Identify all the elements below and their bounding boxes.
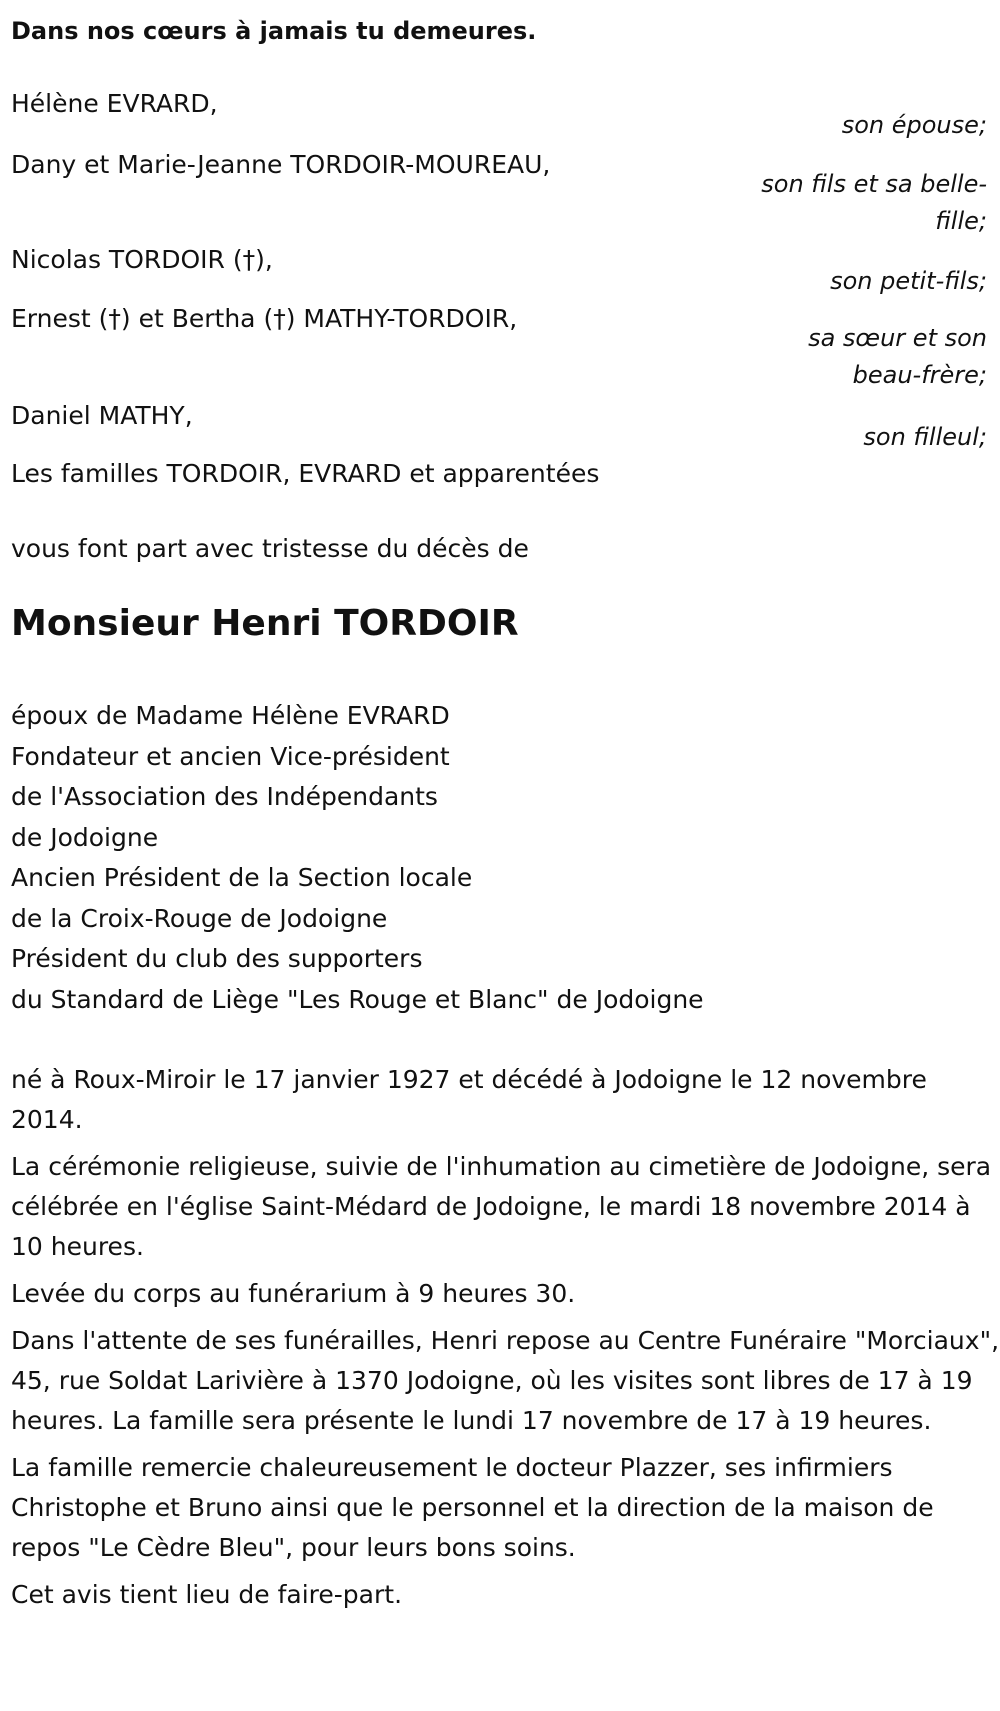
family-member-name: Les familles TORDOIR, EVRARD et apparentées xyxy=(11,459,600,488)
title-line: Fondateur et ancien Vice-président xyxy=(11,741,450,771)
family-member xyxy=(11,301,991,394)
family-member-relation: sa sœur et son beau-frère; xyxy=(808,324,987,389)
family-member-name: Hélène EVRARD, xyxy=(11,89,218,118)
ceremony-paragraph: La cérémonie religieuse, suivie de l'inhumation au cimetière de Jodoigne, sera célébrée en l'église Saint-Médard de Jodoigne, le mardi 18 novembre 2014 à 10 heures. xyxy=(11,1152,992,1261)
family-member-relation: son petit-fils; xyxy=(830,267,987,295)
birth-death-paragraph: né à Roux-Miroir le 17 janvier 1927 et décédé à Jodoigne le 12 novembre 2014. xyxy=(11,1065,927,1134)
title-line: Président du club des supporters xyxy=(11,944,423,973)
family-member-name: Nicolas TORDOIR (†), xyxy=(11,245,273,274)
family-member-relation: son épouse; xyxy=(841,111,987,139)
title-line: de la Croix-Rouge de Jodoigne xyxy=(11,903,388,933)
family-member xyxy=(11,398,991,458)
title-line: Ancien Président de la Section locale xyxy=(11,863,473,892)
deceased-name: Monsieur Henri TORDOIR xyxy=(11,603,519,644)
family-member xyxy=(11,456,991,492)
family-member xyxy=(11,147,991,240)
family-member xyxy=(11,242,991,302)
departure-paragraph: Levée du corps au funérarium à 9 heures 30. xyxy=(11,1279,576,1308)
family-member-name: Dany et Marie-Jeanne TORDOIR-MOUREAU, xyxy=(11,150,551,179)
family-member-name: Daniel MATHY, xyxy=(11,401,193,430)
family-member-relation: son fils et sa belle-fille; xyxy=(761,170,987,235)
family-member xyxy=(11,86,991,146)
title-line: du Standard de Liège "Les Rouge et Blanc" de Jodoigne xyxy=(11,984,704,1014)
family-member-name: Ernest (†) et Bertha (†) MATHY-TORDOIR, xyxy=(11,304,518,333)
title-line: de l'Association des Indépendants xyxy=(11,782,438,811)
family-member-relation: son filleul; xyxy=(863,423,987,451)
title-line: époux de Madame Hélène EVRARD xyxy=(11,701,450,730)
thanks-paragraph: La famille remercie chaleureusement le docteur Plazzer, ses infirmiers Christophe et Bruno ainsi que le personnel et la direction de la maison de repos "Le Cèdre Bleu", pour leurs bons soins. xyxy=(11,1453,934,1562)
epitaph: Dans nos cœurs à jamais tu demeures. xyxy=(11,17,537,45)
visiting-paragraph: Dans l'attente de ses funérailles, Henri repose au Centre Funéraire "Morciaux", 45, rue Soldat Larivière à 1370 Jodoigne, où les visites sont libres de 17 à 19 heures. La famille sera présente le lundi 17 novembre de 17 à 19 heures. xyxy=(11,1326,1000,1435)
closing-paragraph: Cet avis tient lieu de faire-part. xyxy=(11,1580,403,1609)
title-line: de Jodoigne xyxy=(11,822,159,852)
deceased-titles xyxy=(11,696,988,1020)
announcement-intro: vous font part avec tristesse du décès de xyxy=(11,534,529,563)
family-list xyxy=(11,86,991,492)
